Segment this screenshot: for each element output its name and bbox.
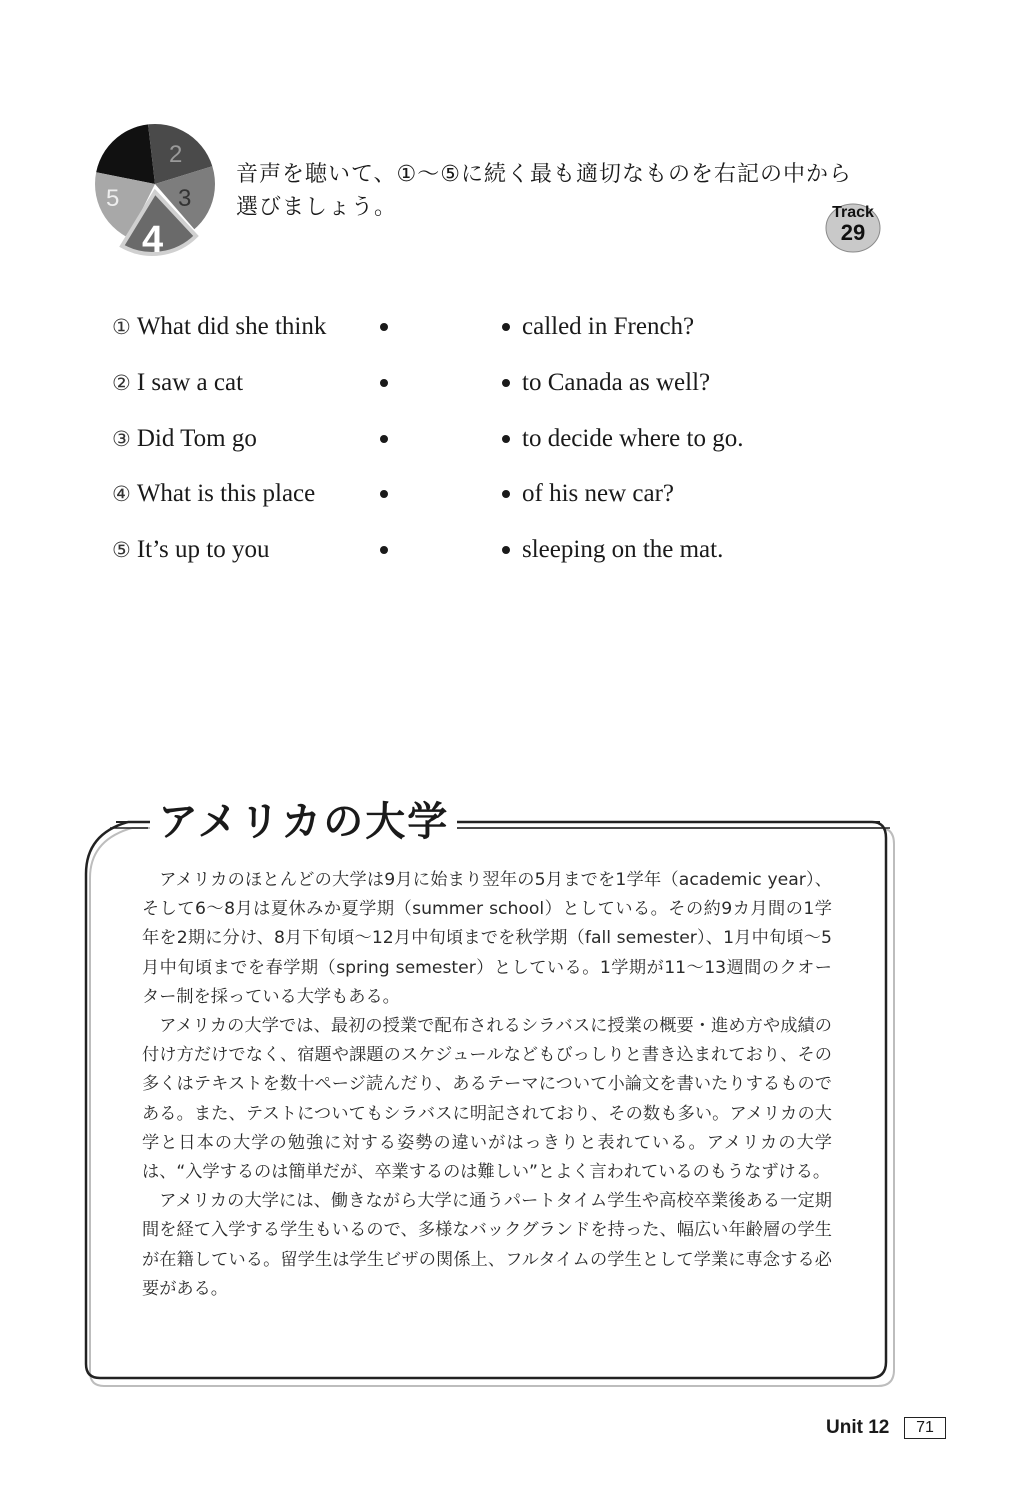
pie-number-icon (92, 120, 218, 260)
right-item: to decide where to go. (522, 425, 744, 452)
left-item: ② I saw a cat (112, 369, 244, 396)
instruction-line-1: 音声を聴いて、①～⑤に続く最も適切なものを右記の中から (236, 162, 853, 187)
left-connector-dot[interactable] (380, 435, 388, 443)
track-number: 29 (840, 220, 866, 245)
right-item: sleeping on the mat. (522, 536, 724, 563)
pie-label-2: 2 (169, 141, 183, 168)
instruction-line-2: 選びましょう。 (236, 195, 398, 220)
column-paragraph: アメリカの大学には、働きながら大学に通うパートタイム学生や高校卒業後ある一定期間を経て入学する学生もいるので、多様なバックグランドを持った、幅広い年齢層の学生が在籍している。留学生は学生ビザの関係上、フルタイムの学生として学業に専念する必要がある。 (142, 1191, 832, 1299)
right-connector-dot[interactable] (502, 546, 510, 554)
right-item: to Canada as well? (522, 369, 711, 396)
pie-label-5: 5 (106, 185, 120, 212)
unit-label: Unit 12 (826, 1417, 890, 1438)
pie-label-3: 3 (178, 185, 192, 212)
column-body (142, 866, 832, 1304)
left-connector-dot[interactable] (380, 546, 388, 554)
column-paragraph: アメリカのほとんどの大学は9月に始まり翌年の5月までを1学年（academic year）、そして6～8月は夏休みか夏学期（summer school）としている。その約9カ月間の1学年を2期に分け、8月下旬頃～12月中旬頃までを秋学期（fall semester）、1月中旬頃～5月中旬頃までを春学期（spring semester）としている。1学期が11～13週間のクオーター制を採っている大学もある。 (142, 870, 832, 1007)
column-paragraph: アメリカの大学では、最初の授業で配布されるシラバスに授業の概要・進め方や成績の付け方だけでなく、宿題や課題のスケジュールなどもびっしりと書き込まれており、その多くはテキストを数十ページ読んだり、あるテーマについて小論文を書いたりするものである。また、テストについてもシラバスに明記されており、その数も多い。アメリカの大学と日本の大学の勉強に対する姿勢の違いがはっきりと表れている。アメリカの大学は、“入学するのは簡単だが、卒業するのは難しい”とよく言われているのもうなずける。 (142, 1016, 832, 1183)
left-connector-dot[interactable] (380, 490, 388, 498)
left-item: ⑤ It’s up to you (112, 536, 270, 563)
right-item: of his new car? (522, 480, 675, 507)
pie-label-4: 4 (142, 219, 164, 260)
track-label: Track (832, 204, 874, 221)
right-item: called in French? (522, 313, 695, 340)
left-item: ④ What is this place (112, 480, 316, 507)
column-title: アメリカの大学 (150, 794, 457, 850)
left-connector-dot[interactable] (380, 379, 388, 387)
page-number: 71 (904, 1417, 946, 1439)
instruction-text (236, 158, 916, 224)
right-connector-dot[interactable] (502, 490, 510, 498)
right-connector-dot[interactable] (502, 323, 510, 331)
left-connector-dot[interactable] (380, 323, 388, 331)
left-item: ① What did she think (112, 313, 327, 340)
right-connector-dot[interactable] (502, 435, 510, 443)
right-connector-dot[interactable] (502, 379, 510, 387)
left-item: ③ Did Tom go (112, 425, 257, 452)
audio-track-badge[interactable] (824, 200, 884, 254)
